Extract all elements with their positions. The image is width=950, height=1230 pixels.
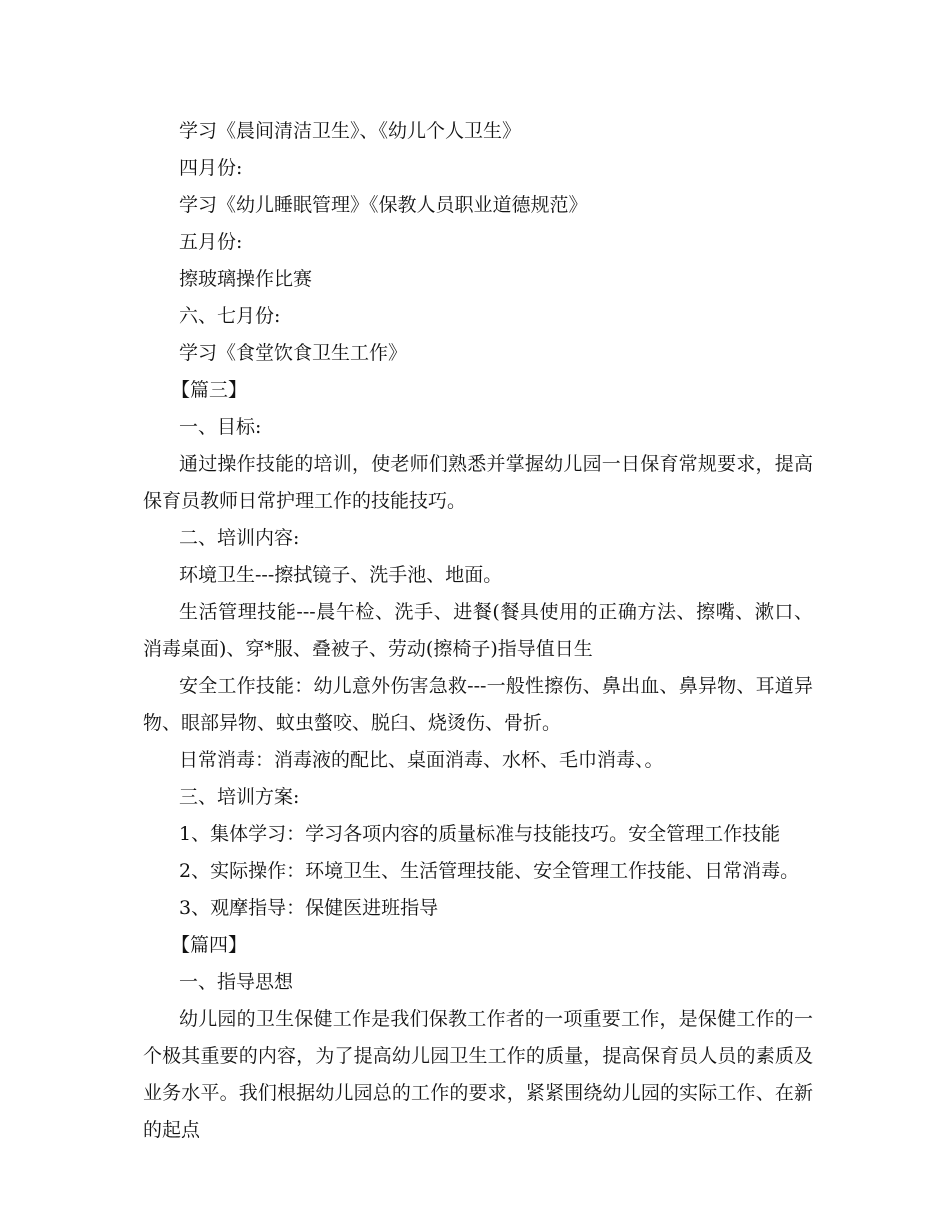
training-plan-heading: 三、培训方案: xyxy=(179,786,300,808)
guide-heading: 一、指导思想 xyxy=(179,971,294,993)
guide-paragraph: 幼儿园的卫生保健工作是我们保教工作者的一项重要工作，是保健工作的一个极其重要的内容，为了提高幼儿园卫生工作的质量，提高保育员人员的素质及业务水平。我们根据幼儿园总的工作的要求，紧紧围绕幼儿园的实际工作、在新的起点 xyxy=(143,1008,813,1141)
goal-paragraph: 通过操作技能的培训，使老师们熟悉并掌握幼儿园一日保育常规要求，提高保育员教师日常护理工作的技能技巧。 xyxy=(143,453,813,512)
text-line: 擦玻璃操作比赛 xyxy=(179,268,313,290)
training-content-item: 环境卫生---擦拭镜子、洗手池、地面。 xyxy=(179,564,503,586)
training-plan-item: 1、集体学习：学习各项内容的质量标准与技能技巧。安全管理工作技能 xyxy=(179,823,781,845)
section-heading-4: 【篇四】 xyxy=(171,934,248,956)
section-heading-3: 【篇三】 xyxy=(171,379,248,401)
training-plan-item: 3、观摩指导：保健医进班指导 xyxy=(179,897,439,919)
goal-heading: 一、目标: xyxy=(179,416,262,438)
text-line: 六、七月份: xyxy=(179,305,281,327)
training-plan-item: 2、实际操作：环境卫生、生活管理技能、安全管理工作技能、日常消毒。 xyxy=(179,860,800,882)
text-line: 四月份: xyxy=(179,157,243,179)
text-line: 学习《食堂饮食卫生工作》 xyxy=(179,342,408,364)
training-content-heading: 二、培训内容: xyxy=(179,527,300,549)
document-body xyxy=(143,113,813,1149)
training-content-item: 日常消毒：消毒液的配比、桌面消毒、水杯、毛巾消毒、。 xyxy=(179,749,664,771)
training-content-item: 安全工作技能：幼儿意外伤害急救---一般性擦伤、鼻出血、鼻异物、耳道异物、眼部异物、蚊虫螫咬、脱臼、烧烫伤、骨折。 xyxy=(143,675,813,734)
text-line: 学习《幼儿睡眠管理》《保教人员职业道德规范》 xyxy=(179,194,588,216)
training-content-item: 生活管理技能---晨午检、洗手、进餐(餐具使用的正确方法、擦嘴、漱口、消毒桌面)、穿*服、叠被子、劳动(擦椅子)指导值日生 xyxy=(143,601,813,660)
text-line: 五月份: xyxy=(179,231,243,253)
text-line: 学习《晨间清洁卫生》、《幼儿个人卫生》 xyxy=(179,120,522,142)
